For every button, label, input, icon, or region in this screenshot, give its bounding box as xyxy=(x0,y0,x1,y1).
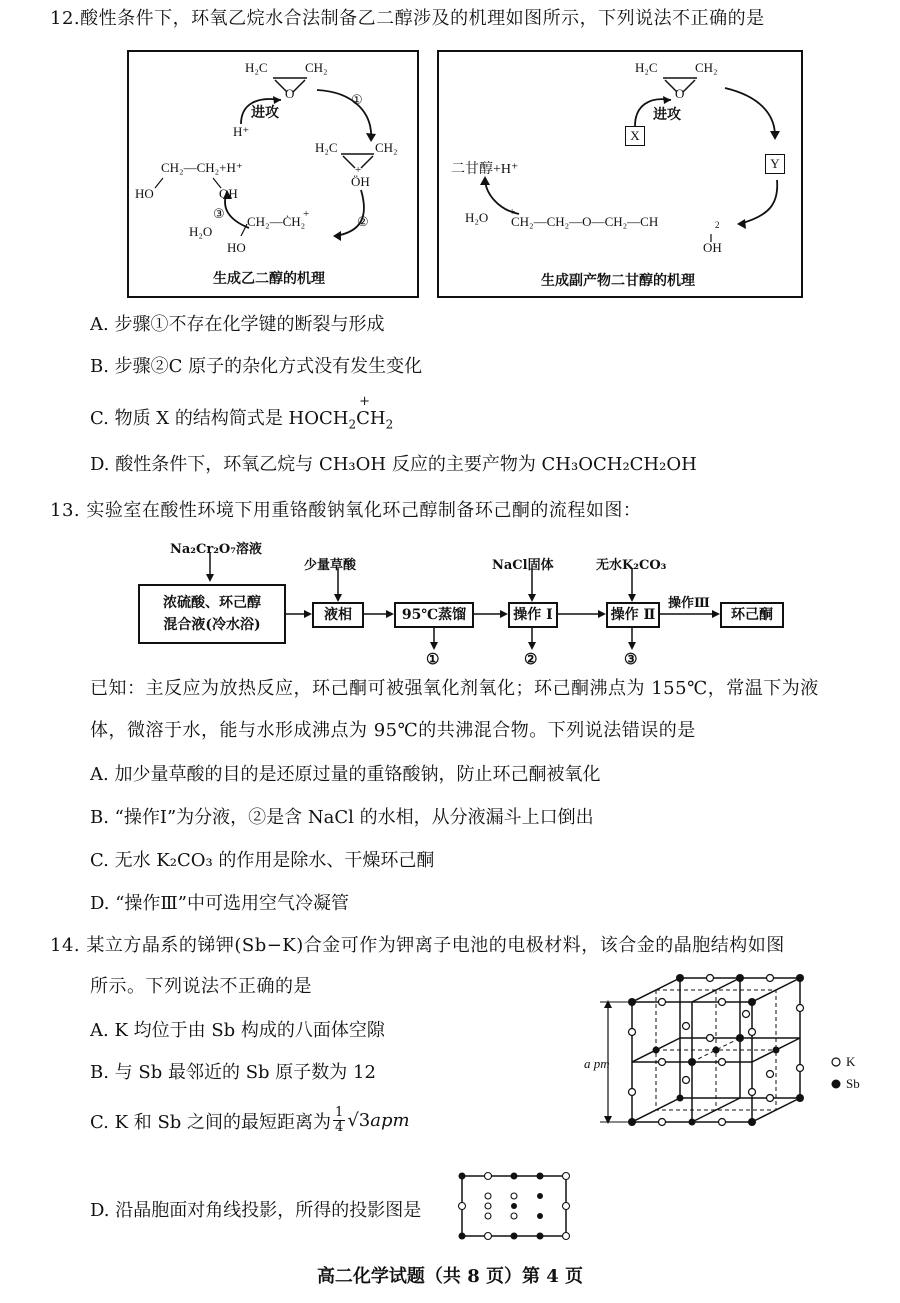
epoxide-right-carbon: CH₂ xyxy=(695,60,718,75)
q13-option-b[interactable]: B. “操作Ⅰ”为分液，②是含 NaCl 的水相，从分液漏斗上口倒出 xyxy=(90,807,594,828)
q14-stem-line1: 14. 某立方晶系的锑钾(Sb−K)合金可作为钾离子电池的电极材料，该合金的晶胞结构如图 xyxy=(50,935,785,956)
attack-label: 进攻 xyxy=(653,107,681,123)
fraction-denominator: 4 xyxy=(335,1120,344,1135)
q14-option-a[interactable]: A. K 均位于由 Sb 构成的八面体空隙 xyxy=(90,1020,385,1041)
proton-label: H⁺ xyxy=(233,124,250,139)
epoxide-left-carbon: H₂C xyxy=(635,60,658,75)
reagent-oxalic-acid: 少量草酸 xyxy=(304,558,357,573)
cation-plus: + xyxy=(303,208,310,220)
option-c-root: √3 xyxy=(347,1110,371,1131)
epoxide-oxygen: O xyxy=(675,86,685,101)
box-mixture xyxy=(138,584,286,644)
cation-label: CH₂—ĊH₂ xyxy=(247,214,306,229)
epoxide-left-carbon: H₂C xyxy=(245,60,268,75)
q14-stem-line2: 所示。下列说法不正确的是 xyxy=(90,976,312,997)
water-label: H₂O xyxy=(465,210,489,225)
projection-drawing xyxy=(456,1170,576,1242)
output-2: ② xyxy=(524,650,538,668)
edge-length-label: a pm xyxy=(584,1056,610,1071)
q13-flowchart xyxy=(130,534,810,670)
q13-option-c[interactable]: C. 无水 K₂CO₃ 的作用是除水、干燥环己酮 xyxy=(90,850,435,871)
option-c-prefix: C. 物质 X 的结构简式是 HOCH xyxy=(90,408,349,429)
box-mixture-line1: 浓硫酸、环己醇 xyxy=(163,595,261,611)
box-cyclohexanone: 环己酮 xyxy=(720,602,784,628)
chain-label: CH₂—CH₂—O—CH₂—CH xyxy=(511,214,659,229)
legend-sb: Sb xyxy=(846,1076,860,1091)
q13-known-line2: 体，微溶于水，能与水形成沸点为 95℃的共沸混合物。下列说法错误的是 xyxy=(90,720,696,741)
chain-oh: OH xyxy=(703,240,722,255)
q12-left-diagram xyxy=(127,50,419,298)
box-mixture-line2: 混合液(冷水浴) xyxy=(163,617,261,633)
option-c-suffix: apm xyxy=(370,1110,410,1131)
q14-projection-figure xyxy=(456,1170,576,1242)
epoxide-oxygen: O xyxy=(285,86,295,101)
q14-option-d[interactable]: D. 沿晶胞面对角线投影，所得的投影图是 xyxy=(90,1200,422,1221)
unit-cell-drawing xyxy=(590,968,890,1148)
q12-option-c[interactable] xyxy=(90,394,394,432)
fraction-numerator: 1 xyxy=(335,1105,344,1120)
q12-option-d[interactable]: D. 酸性条件下，环氧乙烷与 CH₃OH 反应的主要产物为 CH₃OCH₂CH₂OH xyxy=(90,454,697,475)
option-c-prefix: C. K 和 Sb 之间的最短距离为 xyxy=(90,1111,332,1133)
q12-option-a[interactable]: A. 步骤①不存在化学键的断裂与形成 xyxy=(90,314,385,335)
cation-ho: HO xyxy=(227,240,246,255)
chain-subscript: 2 xyxy=(715,220,720,230)
q14-unit-cell xyxy=(584,968,890,1148)
q12-stem: 12.酸性条件下，环氧乙烷水合法制备乙二醇涉及的机理如图所示，下列说法不正确的是 xyxy=(50,8,765,29)
step-2-label: ② xyxy=(357,214,369,229)
chain-plus: + xyxy=(509,206,516,218)
box-liquid-phase: 液相 xyxy=(312,602,364,628)
diethylene-glycol-product: 二甘醇+H⁺ xyxy=(451,162,519,177)
protonated-right-carbon: CH₂ xyxy=(375,140,398,155)
right-diagram-caption: 生成副产物二甘醇的机理 xyxy=(541,273,695,289)
legend-k: K xyxy=(846,1054,856,1069)
q13-stem: 13. 实验室在酸性环境下用重铬酸钠氧化环己醇制备环己酮的流程如图： xyxy=(50,500,642,521)
x-box: X xyxy=(625,126,645,146)
reagent-k2co3: 无水K₂CO₃ xyxy=(596,558,667,573)
output-1: ① xyxy=(426,650,440,668)
diol-oh: OH xyxy=(219,186,238,201)
step-1-label: ① xyxy=(351,92,363,107)
attack-label: 进攻 xyxy=(251,105,279,121)
q14-option-c[interactable] xyxy=(90,1106,410,1135)
q12-right-diagram xyxy=(437,50,803,298)
protonated-oh: ÖH xyxy=(351,174,370,189)
q14-option-b[interactable]: B. 与 Sb 最邻近的 Sb 原子数为 12 xyxy=(90,1062,376,1083)
reagent-nacl: NaCl固体 xyxy=(492,558,554,573)
y-box: Y xyxy=(765,154,785,174)
operation-3-label: 操作Ⅲ xyxy=(668,596,710,611)
box-distillation: 95℃蒸馏 xyxy=(394,602,474,628)
box-operation-1: 操作 Ⅰ xyxy=(508,602,558,628)
left-diagram-caption: 生成乙二醇的机理 xyxy=(213,271,325,287)
output-3: ③ xyxy=(624,650,638,668)
option-c-carbocation xyxy=(356,394,386,429)
epoxide-right-carbon: CH₂ xyxy=(305,60,328,75)
box-operation-2: 操作 Ⅱ xyxy=(606,602,660,628)
q13-known-line1: 已知：主反应为放热反应，环己酮可被强氧化剂氧化；环己酮沸点为 155℃，常温下为液 xyxy=(90,678,819,699)
q13-option-d[interactable]: D. “操作Ⅲ”中可选用空气冷凝管 xyxy=(90,893,349,914)
step-3-label: ③ xyxy=(213,206,225,221)
diol-backbone: CH₂—CH₂+H⁺ xyxy=(161,160,243,175)
option-c-sub: 2 xyxy=(348,417,357,432)
q12-option-b[interactable]: B. 步骤②C 原子的杂化方式没有发生变化 xyxy=(90,356,423,377)
option-c-fraction xyxy=(333,1106,345,1135)
q13-option-a[interactable]: A. 加少量草酸的目的是还原过量的重铬酸钠，防止环己酮被氧化 xyxy=(90,764,601,785)
option-c-plus: + xyxy=(359,394,371,409)
water-label: H₂O xyxy=(189,224,213,239)
option-c-sub2: 2 xyxy=(385,417,394,432)
protonated-left-carbon: H₂C xyxy=(315,140,338,155)
diol-ho: HO xyxy=(135,186,154,201)
page-footer: 高二化学试题（共 8 页）第 4 页 xyxy=(316,1266,584,1287)
protonated-plus: + xyxy=(355,164,362,176)
option-c-ch: CH xyxy=(356,408,386,429)
reagent-dichromate: Na₂Cr₂O₇溶液 xyxy=(170,542,262,557)
